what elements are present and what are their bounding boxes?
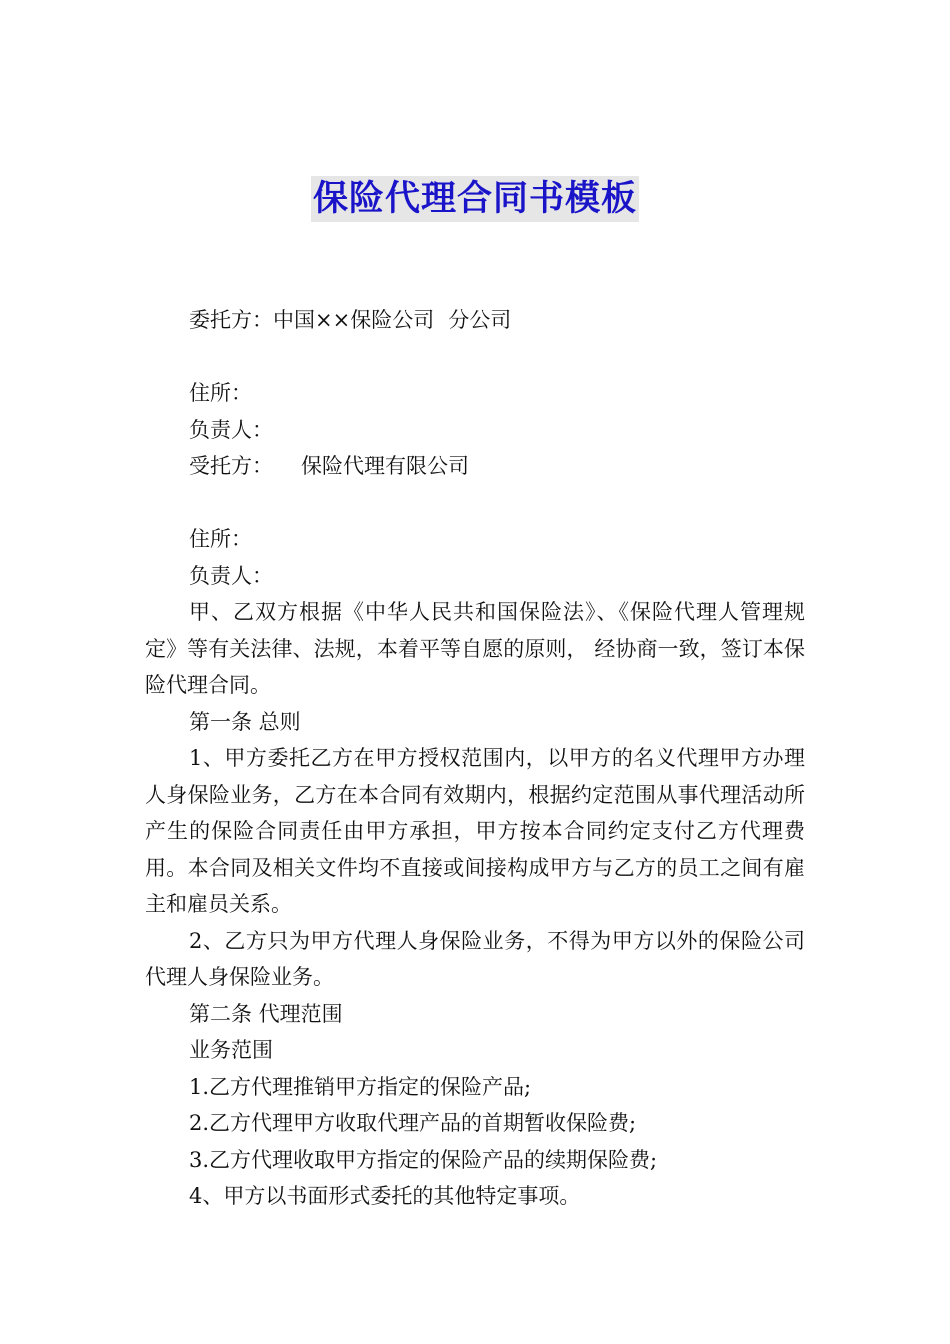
spacer (145, 485, 805, 522)
agent-address: 住所： (189, 527, 252, 551)
agent-line (145, 448, 805, 485)
client-branch: 分公司 (448, 308, 512, 332)
client-line (145, 302, 805, 339)
article1-heading: 第一条 总则 (189, 709, 301, 734)
agent-label: 受托方： (189, 454, 273, 478)
document-body (145, 302, 805, 1215)
agent-name: 保险代理有限公司 (301, 454, 469, 478)
article2-subheading: 业务范围 (189, 1038, 273, 1062)
client-label: 委托方： (189, 308, 273, 332)
article1-paragraph-2: 2、乙方只为甲方代理人身保险业务，不得为甲方以外的保险公司代理人身保险业务。 (145, 928, 805, 989)
list-item: 3.乙方代理收取甲方指定的保险产品的续期保险费; (189, 1147, 658, 1172)
article1-paragraph-1: 1、甲方委托乙方在甲方授权范围内，以甲方的名义代理甲方办理人身保险业务，乙方在本合同有效期内，根据约定范围从事代理活动所产生的保险合同责任由甲方承担，甲方按本合同约定支付乙方代理费用。本合同及相关文件均不直接或间接构成甲方与乙方的员工之间有雇主和雇员关系。 (145, 746, 805, 916)
client-principal: 负责人： (189, 417, 273, 442)
article2-heading: 第二条 代理范围 (189, 1001, 343, 1026)
list-item: 2.乙方代理甲方收取代理产品的首期暂收保险费; (189, 1111, 637, 1135)
intro-paragraph: 甲、乙双方根据《中华人民共和国保险法》、《保险代理人管理规定》等有关法律、法规，本着平等自愿的原则， 经协商一致，签订本保险代理合同。 (145, 600, 805, 697)
list-item: 1.乙方代理推销甲方指定的保险产品; (189, 1074, 532, 1099)
list-item: 4、甲方以书面形式委托的其他特定事项。 (189, 1184, 581, 1208)
document-title: 保险代理合同书模板 (311, 176, 639, 222)
spacer (145, 339, 805, 376)
agent-principal: 负责人： (189, 563, 273, 588)
client-address: 住所： (189, 381, 252, 405)
title-container (0, 176, 950, 222)
client-name: 中国××保险公司 (273, 308, 435, 332)
